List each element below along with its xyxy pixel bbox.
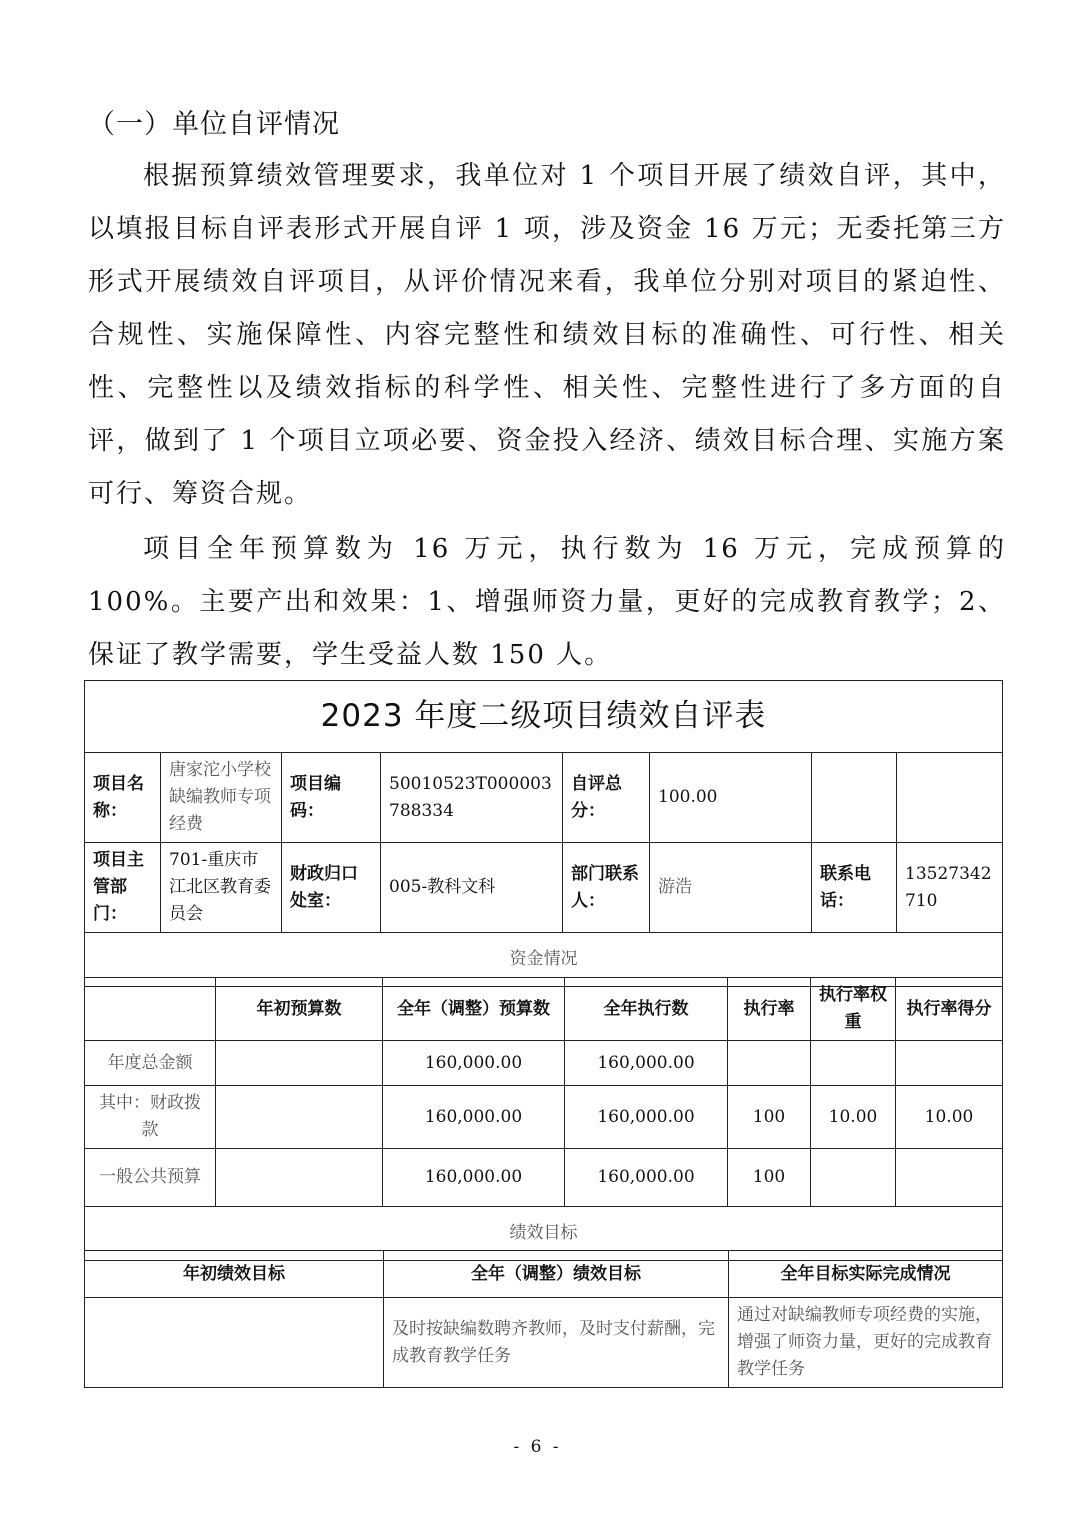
cell <box>216 1086 383 1149</box>
cell <box>811 1149 896 1207</box>
cell <box>728 1041 811 1086</box>
evaluation-table <box>84 680 1003 987</box>
row-label: 年度总金额 <box>85 1041 216 1086</box>
funds-table <box>84 977 1003 1261</box>
cell <box>216 1149 383 1207</box>
cell: 160,000.00 <box>383 1086 565 1149</box>
table-title: 2023 年度二级项目绩效自评表 <box>85 681 1003 753</box>
score-label: 自评总分： <box>563 753 650 843</box>
funds-header-cell: 全年执行数 <box>565 978 728 1041</box>
actual-completion-cell: 通过对缺编教师专项经费的实施，增强了师资力量，更好的完成教育教学任务 <box>729 1298 1003 1388</box>
row-label: 其中：财政拨款 <box>85 1086 216 1149</box>
goals-section-header: 绩效目标 <box>85 1207 1003 1261</box>
cell <box>896 1041 1003 1086</box>
funds-header-cell: 执行率权重 <box>811 978 896 1041</box>
row-label: 一般公共预算 <box>85 1149 216 1207</box>
project-code-label: 项目编码： <box>282 753 381 843</box>
page-number: - 6 - <box>513 1437 562 1457</box>
phone-value: 13527342710 <box>897 843 1003 933</box>
cell: 100 <box>728 1086 811 1149</box>
table-row <box>85 1298 1003 1388</box>
goals-header-cell: 年初绩效目标 <box>85 1251 384 1298</box>
empty-cell <box>897 753 1003 843</box>
cell <box>811 1041 896 1086</box>
cell: 160,000.00 <box>565 1041 728 1086</box>
paragraph-budget-summary: 项目全年预算数为 16 万元，执行数为 16 万元，完成预算的 100%。主要产出和效果：1、增强师资力量，更好的完成教育教学；2、保证了教学需要，学生受益人数 150 人。 <box>88 534 1006 670</box>
contact-value: 游浩 <box>650 843 812 933</box>
cell: 160,000.00 <box>383 1149 565 1207</box>
score-value: 100.00 <box>650 753 812 843</box>
cell: 10.00 <box>896 1086 1003 1149</box>
goals-header-cell: 全年目标实际完成情况 <box>729 1251 1003 1298</box>
project-name-label: 项目名称： <box>85 753 161 843</box>
dept-value: 701-重庆市江北区教育委员会 <box>161 843 282 933</box>
initial-goal-cell <box>85 1298 384 1388</box>
phone-label: 联系电话： <box>812 843 897 933</box>
table-row <box>85 1149 1003 1207</box>
funds-section-header: 资金情况 <box>85 933 1003 987</box>
adjusted-goal-cell: 及时按缺编数聘齐教师，及时支付薪酬，完成教育教学任务 <box>384 1298 729 1388</box>
contact-label: 部门联系人： <box>563 843 650 933</box>
cell: 100 <box>728 1149 811 1207</box>
table-row <box>85 1086 1003 1149</box>
goals-header-cell: 全年（调整）绩效目标 <box>384 1251 729 1298</box>
cell <box>896 1149 1003 1207</box>
funds-header-cell: 执行率得分 <box>896 978 1003 1041</box>
empty-cell <box>812 753 897 843</box>
cell: 10.00 <box>811 1086 896 1149</box>
cell: 160,000.00 <box>565 1086 728 1149</box>
cell: 160,000.00 <box>383 1041 565 1086</box>
funds-header-cell: 执行率 <box>728 978 811 1041</box>
finance-label: 财政归口处室： <box>282 843 381 933</box>
table-row <box>85 1041 1003 1086</box>
dept-label: 项目主管部门： <box>85 843 161 933</box>
section-heading: （一）单位自评情况 <box>88 109 340 140</box>
cell <box>216 1041 383 1086</box>
paragraph-self-evaluation: 根据预算绩效管理要求，我单位对 1 个项目开展了绩效自评，其中，以填报目标自评表形式开展自评 1 项，涉及资金 16 万元；无委托第三方形式开展绩效自评项目，从评价情况来看，我单位分别对项目的紧迫性、合规性、实施保障性、内容完整性和绩效目标的准确性、可行性、相关性、完整性以及绩效指标的科学性、相关性、完整性进行了多方面的自评，做到了 1 个项目立项必要、资金投入经济、绩效目标合理、实施方案可行、筹资合规。 <box>88 161 1006 509</box>
project-code-value: 50010523T000003788334 <box>381 753 563 843</box>
project-name-value: 唐家沱小学校缺编教师专项经费 <box>161 753 282 843</box>
funds-header-cell <box>85 978 216 1041</box>
finance-value: 005-教科文科 <box>381 843 563 933</box>
funds-header-cell: 年初预算数 <box>216 978 383 1041</box>
funds-header-cell: 全年（调整）预算数 <box>383 978 565 1041</box>
goals-table <box>84 1250 1003 1388</box>
cell: 160,000.00 <box>565 1149 728 1207</box>
